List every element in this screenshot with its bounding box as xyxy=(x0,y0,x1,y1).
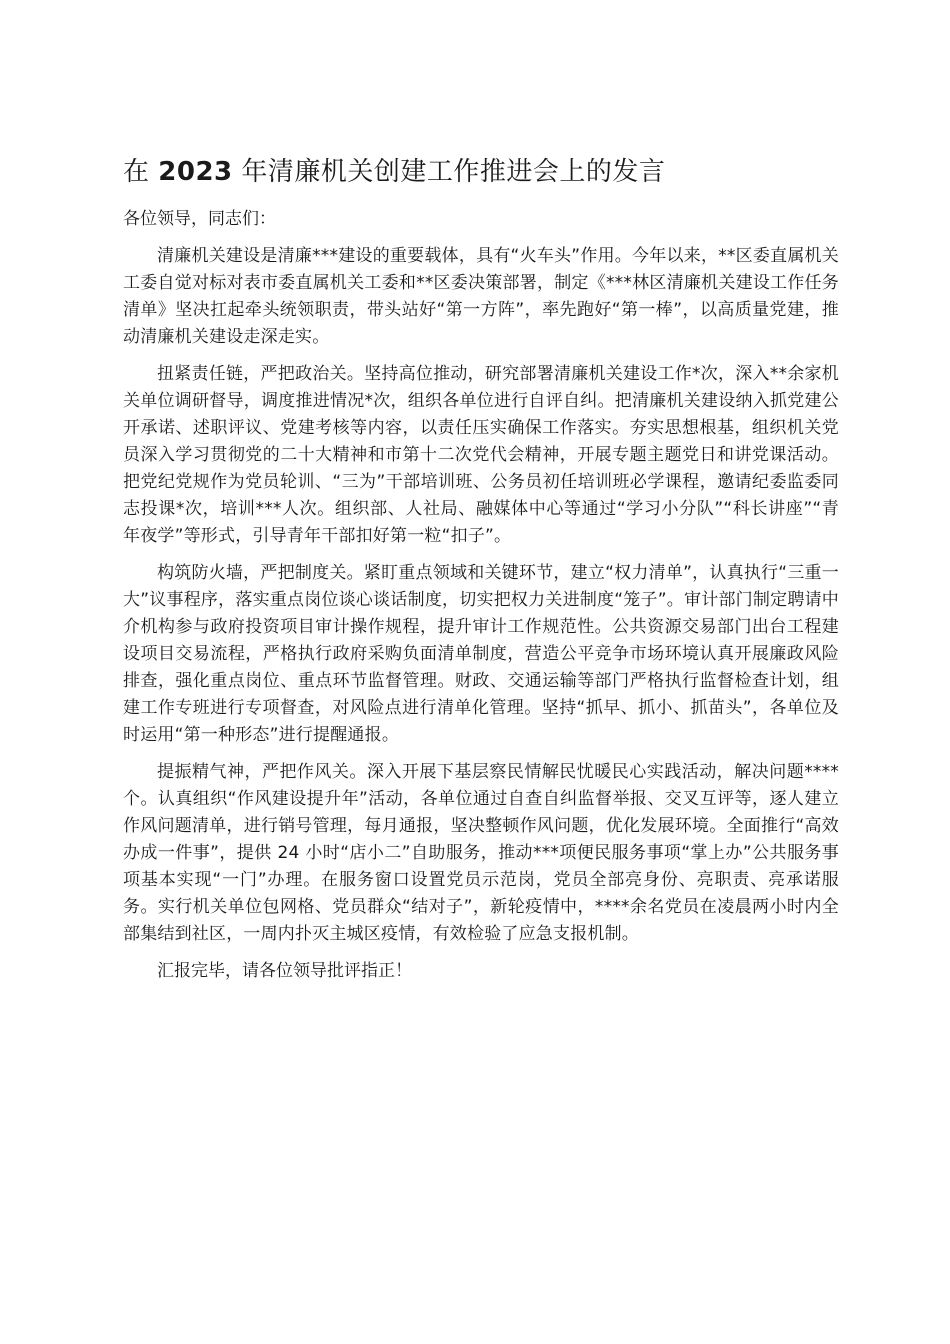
paragraph-responsibility: 扭紧责任链，严把政治关。坚持高位推动，研究部署清廉机关建设工作*次，深入**余家机关单位调研督导，调度推进情况*次，组织各单位进行自评自纠。把清廉机关建设纳入抓党建公开承诺、述职评议、党建考核等内容，以责任压实确保工作落实。夯实思想根基，组织机关党员深入学习贯彻党的二十大精神和市第十二次党代会精神，开展专题主题党日和讲党课活动。把党纪党规作为党员轮训、“三为”干部培训班、公务员初任培训班必学课程，邀请纪委监委同志投课*次，培训***人次。组织部、人社局、融媒体中心等通过“学习小分队”“科长讲座”“青年夜学”等形式，引导青年干部扣好第一粒“扣子”。 xyxy=(123,364,839,546)
salutation: 各位领导，同志们： xyxy=(123,209,276,229)
paragraph-system: 构筑防火墙，严把制度关。紧盯重点领域和关键环节，建立“权力清单”，认真执行“三重一大”议事程序，落实重点岗位谈心谈话制度，切实把权力关进制度“笼子”。审计部门制定聘请中介机构参与政府投资项目审计操作规程，提升审计工作规范性。公共资源交易部门出台工程建设项目交易流程，严格执行政府采购负面清单制度，营造公平竞争市场环境认真开展廉政风险排查，强化重点岗位、重点环节监督管理。财政、交通运输等部门严格执行监督检查计划，组建工作专班进行专项督查，对风险点进行清单化管理。坚持“抓早、抓小、抓苗头”，各单位及时运用“第一种形态”进行提醒通报。 xyxy=(123,563,839,745)
title-year: 2023 xyxy=(158,157,233,187)
document-title xyxy=(123,150,839,194)
title-prefix: 在 xyxy=(123,157,150,187)
closing-remark: 汇报完毕，请各位领导批评指正！ xyxy=(157,961,412,981)
title-suffix: 年清廉机关创建工作推进会上的发言 xyxy=(241,157,666,187)
paragraph-work-style: 提振精气神，严把作风关。深入开展下基层察民情解民忧暖民心实践活动，解决问题****个。认真组织“作风建设提升年”活动，各单位通过自查自纠监督举报、交叉互评等，逐人建立作风问题清单，进行销号管理，每月通报，坚决整顿作风问题，优化发展环境。全面推行“高效办成一件事”，提供 24 小时“店小二”自助服务，推动***项便民服务事项“掌上办”公共服务事项基本实现“一门”办理。在服务窗口设置党员示范岗，党员全部亮身份、亮职责、亮承诺服务。实行机关单位包网格、党员群众“结对子”，新轮疫情中，****余名党员在凌晨两小时内全部集结到社区，一周内扑灭主城区疫情，有效检验了应急支报机制。 xyxy=(123,762,839,944)
document-body xyxy=(123,150,839,985)
paragraph-intro: 清廉机关建设是清廉***建设的重要载体，具有“火车头”作用。今年以来，**区委直属机关工委自觉对标对表市委直属机关工委和**区委决策部署，制定《***林区清廉机关建设工作任务清单》坚决扛起牵头统领职责，带头站好“第一方阵”，率先跑好“第一棒”，以高质量党建，推动清廉机关建设走深走实。 xyxy=(123,246,839,347)
